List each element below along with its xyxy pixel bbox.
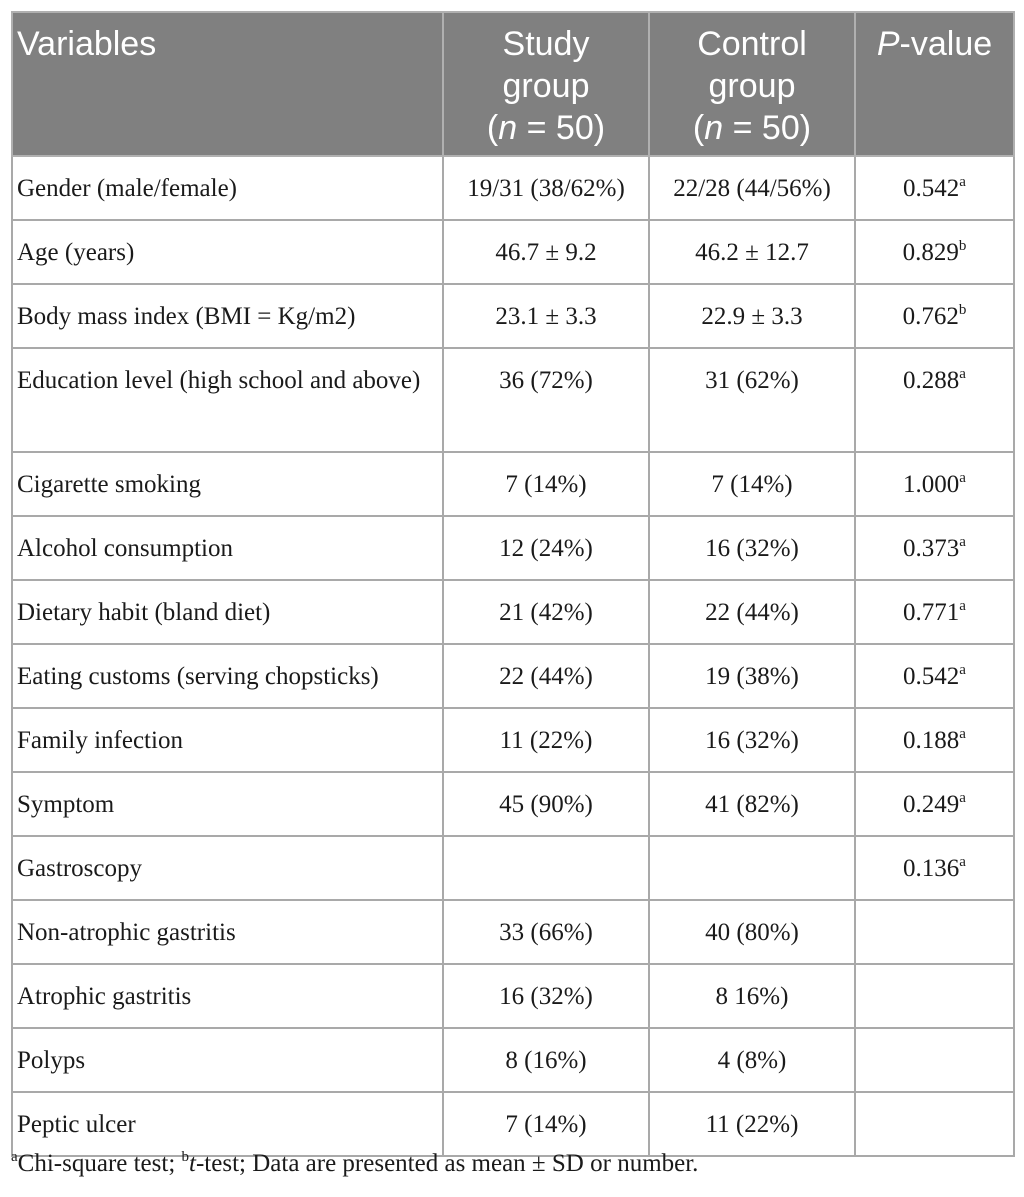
header-control-line2: group — [708, 67, 796, 105]
cell-study-group-text: 8 (16%) — [505, 1047, 587, 1074]
cell-study-group-text: 7 (14%) — [505, 471, 587, 498]
cell-variable — [12, 516, 443, 580]
cell-study-group — [443, 708, 649, 772]
table-row — [12, 644, 1014, 708]
cell-control-group — [649, 644, 855, 708]
header-study-line2: group — [502, 67, 590, 105]
cell-control-group-text: 8 16%) — [715, 983, 789, 1010]
cell-control-group-text: 4 (8%) — [717, 1047, 787, 1074]
cell-p-value-text: 0.136 — [903, 855, 960, 882]
cell-control-group-text: 19 (38%) — [705, 663, 799, 690]
cell-p-value — [855, 220, 1014, 284]
cell-p-value — [855, 708, 1014, 772]
cell-variable-text: Age (years) — [17, 239, 135, 266]
cell-study-group-text: 16 (32%) — [499, 983, 593, 1010]
cell-control-group-text: 40 (80%) — [705, 919, 799, 946]
cell-study-group — [443, 900, 649, 964]
cell-study-group-text: 23.1 ± 3.3 — [495, 303, 597, 330]
cell-control-group — [649, 580, 855, 644]
cell-variable — [12, 772, 443, 836]
cell-variable — [12, 964, 443, 1028]
cell-p-value-text: 0.288 — [903, 367, 960, 394]
cell-control-group — [649, 1028, 855, 1092]
table-row — [12, 1092, 1014, 1156]
header-control-n: (n = 50) — [692, 109, 812, 147]
cell-p-value-text: 1.000 — [903, 471, 960, 498]
table-row — [12, 836, 1014, 900]
header-p-value: P-value — [855, 12, 1014, 156]
cell-study-group — [443, 452, 649, 516]
table-row — [12, 772, 1014, 836]
p-value-superscript: a — [959, 790, 966, 806]
table-row — [12, 220, 1014, 284]
cell-variable-text: Non-atrophic gastritis — [17, 919, 236, 946]
footnote-italic-t: t — [189, 1150, 196, 1177]
cell-p-value — [855, 1092, 1014, 1156]
cell-control-group — [649, 772, 855, 836]
table-row — [12, 452, 1014, 516]
cell-control-group — [649, 836, 855, 900]
cell-variable-text: Symptom — [17, 791, 115, 818]
table-row — [12, 900, 1014, 964]
cell-study-group-text: 7 (14%) — [505, 1111, 587, 1138]
cell-control-group-text: 22/28 (44/56%) — [673, 175, 831, 202]
p-value-superscript: a — [959, 662, 966, 678]
cell-p-value — [855, 284, 1014, 348]
cell-p-value-text: 0.373 — [903, 535, 960, 562]
cell-study-group-text: 36 (72%) — [499, 367, 593, 394]
header-control-line1: Control — [697, 25, 807, 63]
cell-control-group — [649, 156, 855, 220]
cell-study-group — [443, 156, 649, 220]
cell-p-value — [855, 516, 1014, 580]
cell-p-value-text: 0.829 — [902, 239, 959, 266]
cell-study-group — [443, 220, 649, 284]
cell-study-group-text: 21 (42%) — [499, 599, 593, 626]
cell-variable — [12, 220, 443, 284]
cell-control-group-text: 46.2 ± 12.7 — [695, 239, 809, 266]
cell-p-value — [855, 452, 1014, 516]
table-row — [12, 156, 1014, 220]
cell-control-group — [649, 452, 855, 516]
header-study-line1: Study — [502, 25, 590, 63]
cell-control-group — [649, 964, 855, 1028]
p-value-superscript: b — [958, 238, 967, 254]
cell-variable — [12, 348, 443, 452]
cell-variable-text: Gender (male/female) — [17, 175, 238, 202]
cell-p-value — [855, 836, 1014, 900]
cell-study-group — [443, 284, 649, 348]
cell-variable — [12, 644, 443, 708]
p-value-superscript: a — [959, 366, 966, 382]
table-container — [11, 11, 1013, 1157]
cell-study-group — [443, 580, 649, 644]
cell-study-group-text: 33 (66%) — [499, 919, 593, 946]
cell-variable — [12, 708, 443, 772]
table-row — [12, 1028, 1014, 1092]
cell-study-group — [443, 516, 649, 580]
cell-variable — [12, 836, 443, 900]
header-study-n: (n = 50) — [486, 109, 606, 147]
cell-p-value — [855, 772, 1014, 836]
cell-variable — [12, 580, 443, 644]
cell-control-group-text: 16 (32%) — [705, 727, 799, 754]
table-row — [12, 580, 1014, 644]
cell-study-group-text: 45 (90%) — [499, 791, 593, 818]
p-value-superscript: b — [958, 302, 967, 318]
cell-variable-text: Eating customs (serving chopsticks) — [17, 663, 379, 690]
cell-control-group — [649, 348, 855, 452]
p-value-superscript: a — [959, 726, 966, 742]
table-row — [12, 708, 1014, 772]
cell-p-value — [855, 900, 1014, 964]
cell-study-group — [443, 644, 649, 708]
p-value-superscript: a — [959, 534, 966, 550]
cell-variable-text: Body mass index (BMI = Kg/m2) — [17, 303, 356, 330]
cell-study-group — [443, 772, 649, 836]
cell-variable-text: Polyps — [17, 1047, 86, 1074]
cell-study-group — [443, 1092, 649, 1156]
cell-variable — [12, 156, 443, 220]
table-footnote — [11, 1150, 698, 1178]
cell-control-group-text: 16 (32%) — [705, 535, 799, 562]
cell-control-group — [649, 284, 855, 348]
cell-control-group-text: 22.9 ± 3.3 — [701, 303, 803, 330]
cell-p-value-text: 0.771 — [903, 599, 960, 626]
cell-variable-text: Dietary habit (bland diet) — [17, 599, 271, 626]
cell-control-group-text: 22 (44%) — [705, 599, 799, 626]
cell-variable-text: Gastroscopy — [17, 855, 142, 882]
cell-variable-text: Peptic ulcer — [17, 1111, 136, 1138]
cell-p-value — [855, 1028, 1014, 1092]
table-row — [12, 964, 1014, 1028]
cell-variable — [12, 284, 443, 348]
p-value-superscript: a — [959, 174, 966, 190]
cell-control-group-text: 31 (62%) — [705, 367, 799, 394]
cell-variable — [12, 452, 443, 516]
cell-variable — [12, 1028, 443, 1092]
cell-control-group — [649, 516, 855, 580]
header-study-group — [443, 12, 649, 156]
cell-control-group-text: 11 (22%) — [705, 1111, 799, 1138]
header-control-group — [649, 12, 855, 156]
footnote-sup-a: a — [11, 1149, 18, 1165]
cell-control-group — [649, 220, 855, 284]
cell-control-group-text: 7 (14%) — [711, 471, 793, 498]
table-row — [12, 348, 1014, 452]
table-row — [12, 284, 1014, 348]
cell-p-value — [855, 580, 1014, 644]
cell-study-group — [443, 1028, 649, 1092]
table-body — [12, 156, 1014, 1156]
cell-variable — [12, 1092, 443, 1156]
cell-study-group-text: 12 (24%) — [499, 535, 593, 562]
cell-study-group-text: 46.7 ± 9.2 — [495, 239, 597, 266]
cell-p-value — [855, 156, 1014, 220]
cell-study-group — [443, 348, 649, 452]
p-value-superscript: a — [959, 598, 966, 614]
footnote-sup-b: b — [181, 1149, 190, 1165]
cell-control-group — [649, 900, 855, 964]
cell-control-group-text: 41 (82%) — [705, 791, 799, 818]
cell-variable-text: Cigarette smoking — [17, 471, 201, 498]
footnote-text-b: -test; Data are presented as mean ± SD or number. — [195, 1150, 699, 1177]
p-value-superscript: a — [959, 470, 966, 486]
cell-variable-text: Alcohol consumption — [17, 535, 233, 562]
cell-study-group — [443, 964, 649, 1028]
cell-p-value-text: 0.542 — [903, 663, 960, 690]
cell-p-value — [855, 964, 1014, 1028]
cell-p-value — [855, 644, 1014, 708]
table-row — [12, 516, 1014, 580]
cell-study-group-text: 11 (22%) — [499, 727, 593, 754]
cell-control-group — [649, 708, 855, 772]
cell-variable-text: Family infection — [17, 727, 183, 754]
cell-variable-text: Education level (high school and above) — [17, 367, 421, 394]
cell-study-group-text: 19/31 (38/62%) — [467, 175, 625, 202]
header-variables: Variables — [12, 12, 443, 156]
cell-p-value-text: 0.542 — [903, 175, 960, 202]
cell-p-value-text: 0.762 — [902, 303, 959, 330]
footnote-text-a: Chi-square test; — [17, 1150, 182, 1177]
cell-variable — [12, 900, 443, 964]
cell-study-group — [443, 836, 649, 900]
cell-p-value-text: 0.188 — [903, 727, 960, 754]
cell-control-group — [649, 1092, 855, 1156]
baseline-characteristics-table — [11, 11, 1015, 1157]
cell-variable-text: Atrophic gastritis — [17, 983, 192, 1010]
table-header — [12, 12, 1014, 156]
cell-study-group-text: 22 (44%) — [499, 663, 593, 690]
p-value-superscript: a — [959, 854, 966, 870]
cell-p-value-text: 0.249 — [903, 791, 960, 818]
cell-p-value — [855, 348, 1014, 452]
